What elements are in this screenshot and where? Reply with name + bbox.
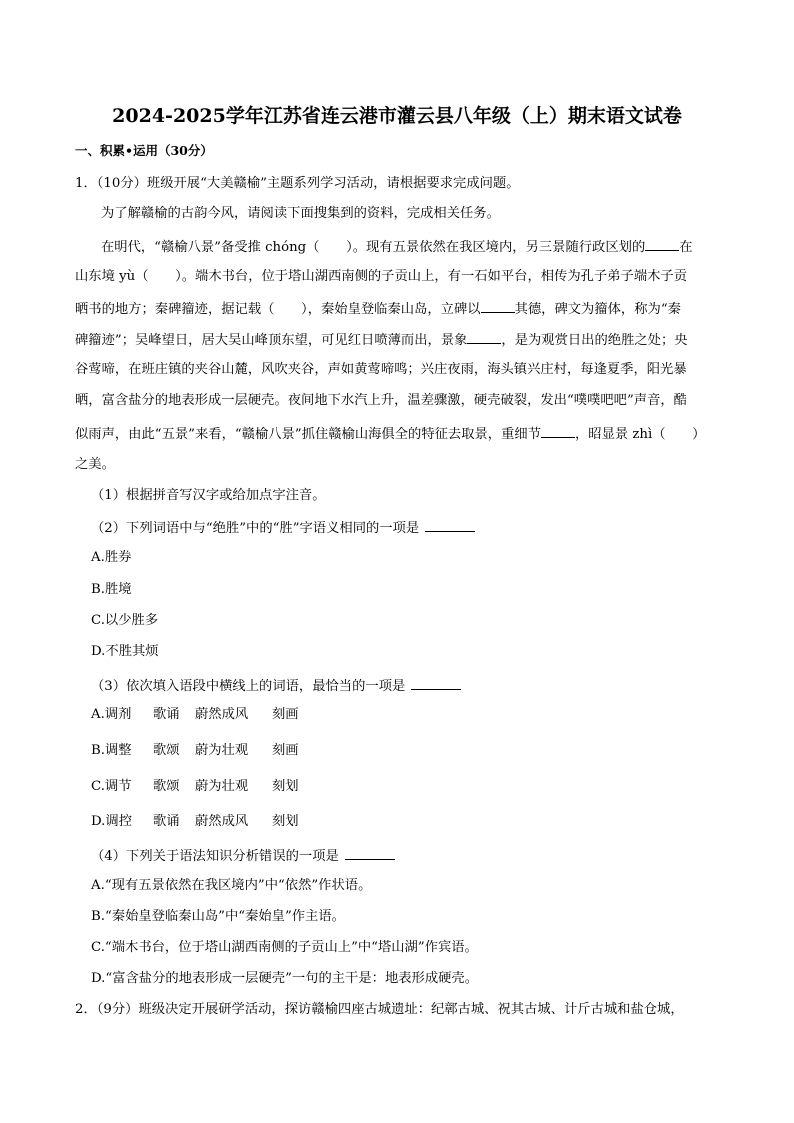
passage-text: 在 [679,240,693,255]
option-cell: C.调节 [91,779,132,794]
option-cell: 蔚然成风 [195,814,249,829]
answer-blank[interactable] [425,517,475,532]
sub-question-2 [91,517,475,539]
fill-blank[interactable] [467,329,501,344]
option-cell: 蔚为壮观 [195,743,249,758]
option-cell: 蔚为壮观 [195,779,249,794]
option-cell: A.调剂 [91,707,132,722]
passage-line-1 [101,236,693,258]
passage-text: 晒书的地方；秦碑籀迹，据记载（ ），秦始皇登临秦山岛，立碑以 [75,302,481,317]
option-b: B.胜境 [91,582,132,597]
fill-blank[interactable] [541,423,575,438]
fill-blank[interactable] [645,236,679,251]
exam-title: 2024-2025学年江苏省连云港市灌云县八年级（上）期末语文试卷 [112,105,682,127]
passage-text: 碑籀迹”；吴峰望日，居大吴山峰顶东望，可见红日喷薄而出，景象 [75,333,468,348]
option-c: C.“端木书台，位于塔山湖西南侧的子贡山上”中“塔山湖”作宾语。 [91,940,478,955]
passage-line-6: 晒，富含盐分的地表形成一层硬壳。夜间地下水汽上升，温差骤激，硬壳破裂，发出“噗噗吧吧”声音，酷 [75,393,687,408]
passage-line-2: 山东境 yù（ ）。端木书台，位于塔山湖西南侧的子贡山上，有一石如平台，相传为孔子弟子端木子贡 [75,269,688,284]
passage-line-7 [75,423,705,445]
section-heading: 一、积累•运用（30分） [75,143,213,158]
option-cell: 刻画 [272,743,299,758]
passage-line-5: 谷莺啼，在班庄镇的夹谷山麓，风吹夹谷，声如黄莺啼鸣；兴庄夜雨，海头镇兴庄村，每逢夏季，阳光暴 [75,362,687,377]
option-cell: 刻划 [272,779,299,794]
passage-line-4 [75,329,688,351]
option-cell: 歌颂 [153,779,180,794]
option-cell: 歌颂 [153,743,180,758]
fill-blank[interactable] [481,298,515,313]
passage-text: 在明代，“赣榆八景”备受推 chóng（ ）。现有五景依然在我区境内，另三景随行政区划的 [101,240,646,255]
question-1-stem: 1．（10分）班级开展“大美赣榆”主题系列学习活动，请根据要求完成问题。 [75,176,520,191]
sub-question-3 [91,675,461,697]
passage-text: 其德，碑文为籀体，称为“秦 [514,302,681,317]
sub-question-text: （4）下列关于语法知识分析错误的一项是 [91,849,339,864]
sub-question-1: （1）根据拼音写汉字或给加点字注音。 [91,488,326,503]
option-d: D.不胜其烦 [91,644,159,659]
question-1-intro: 为了解赣榆的古韵今风，请阅读下面搜集到的资料，完成相关任务。 [101,206,500,221]
option-cell: D.调控 [91,814,133,829]
passage-text: ，昭显景 zhì（ ） [575,427,706,442]
option-cell: 刻画 [272,707,299,722]
passage-line-3 [75,298,681,320]
option-cell: B.调整 [91,743,132,758]
sub-question-4 [91,845,395,867]
answer-blank[interactable] [345,845,395,860]
option-cell: 蔚然成风 [195,707,249,722]
answer-blank[interactable] [411,675,461,690]
option-b: B.“秦始皇登临秦山岛”中“秦始皇”作主语。 [91,909,345,924]
sub-question-text: （3）依次填入语段中横线上的词语，最恰当的一项是 [91,679,406,694]
option-a: A.胜券 [91,550,132,565]
option-c: C.以少胜多 [91,613,159,628]
option-a: A.“现有五景依然在我区境内”中“依然”作状语。 [91,878,372,893]
question-2-stem: 2．（9分）班级决定开展研学活动，探访赣榆四座古城遗址：纪鄣古城、祝其古城、计斤古城和盐仓城， [75,1002,684,1017]
option-cell: 刻划 [272,814,299,829]
passage-text: ，是为观赏日出的绝胜之处；央 [501,333,688,348]
option-cell: 歌诵 [153,814,180,829]
sub-question-text: （2）下列词语中与“绝胜”中的“胜”字语义相同的一项是 [91,521,420,536]
option-cell: 歌诵 [153,707,180,722]
passage-text: 似雨声，由此“五景”来看，“赣榆八景”抓住赣榆山海俱全的特征去取景，重细节 [75,427,541,442]
option-d: D.“富含盐分的地表形成一层硬壳”一句的主干是：地表形成硬壳。 [91,971,479,986]
passage-line-8: 之美。 [75,457,115,472]
